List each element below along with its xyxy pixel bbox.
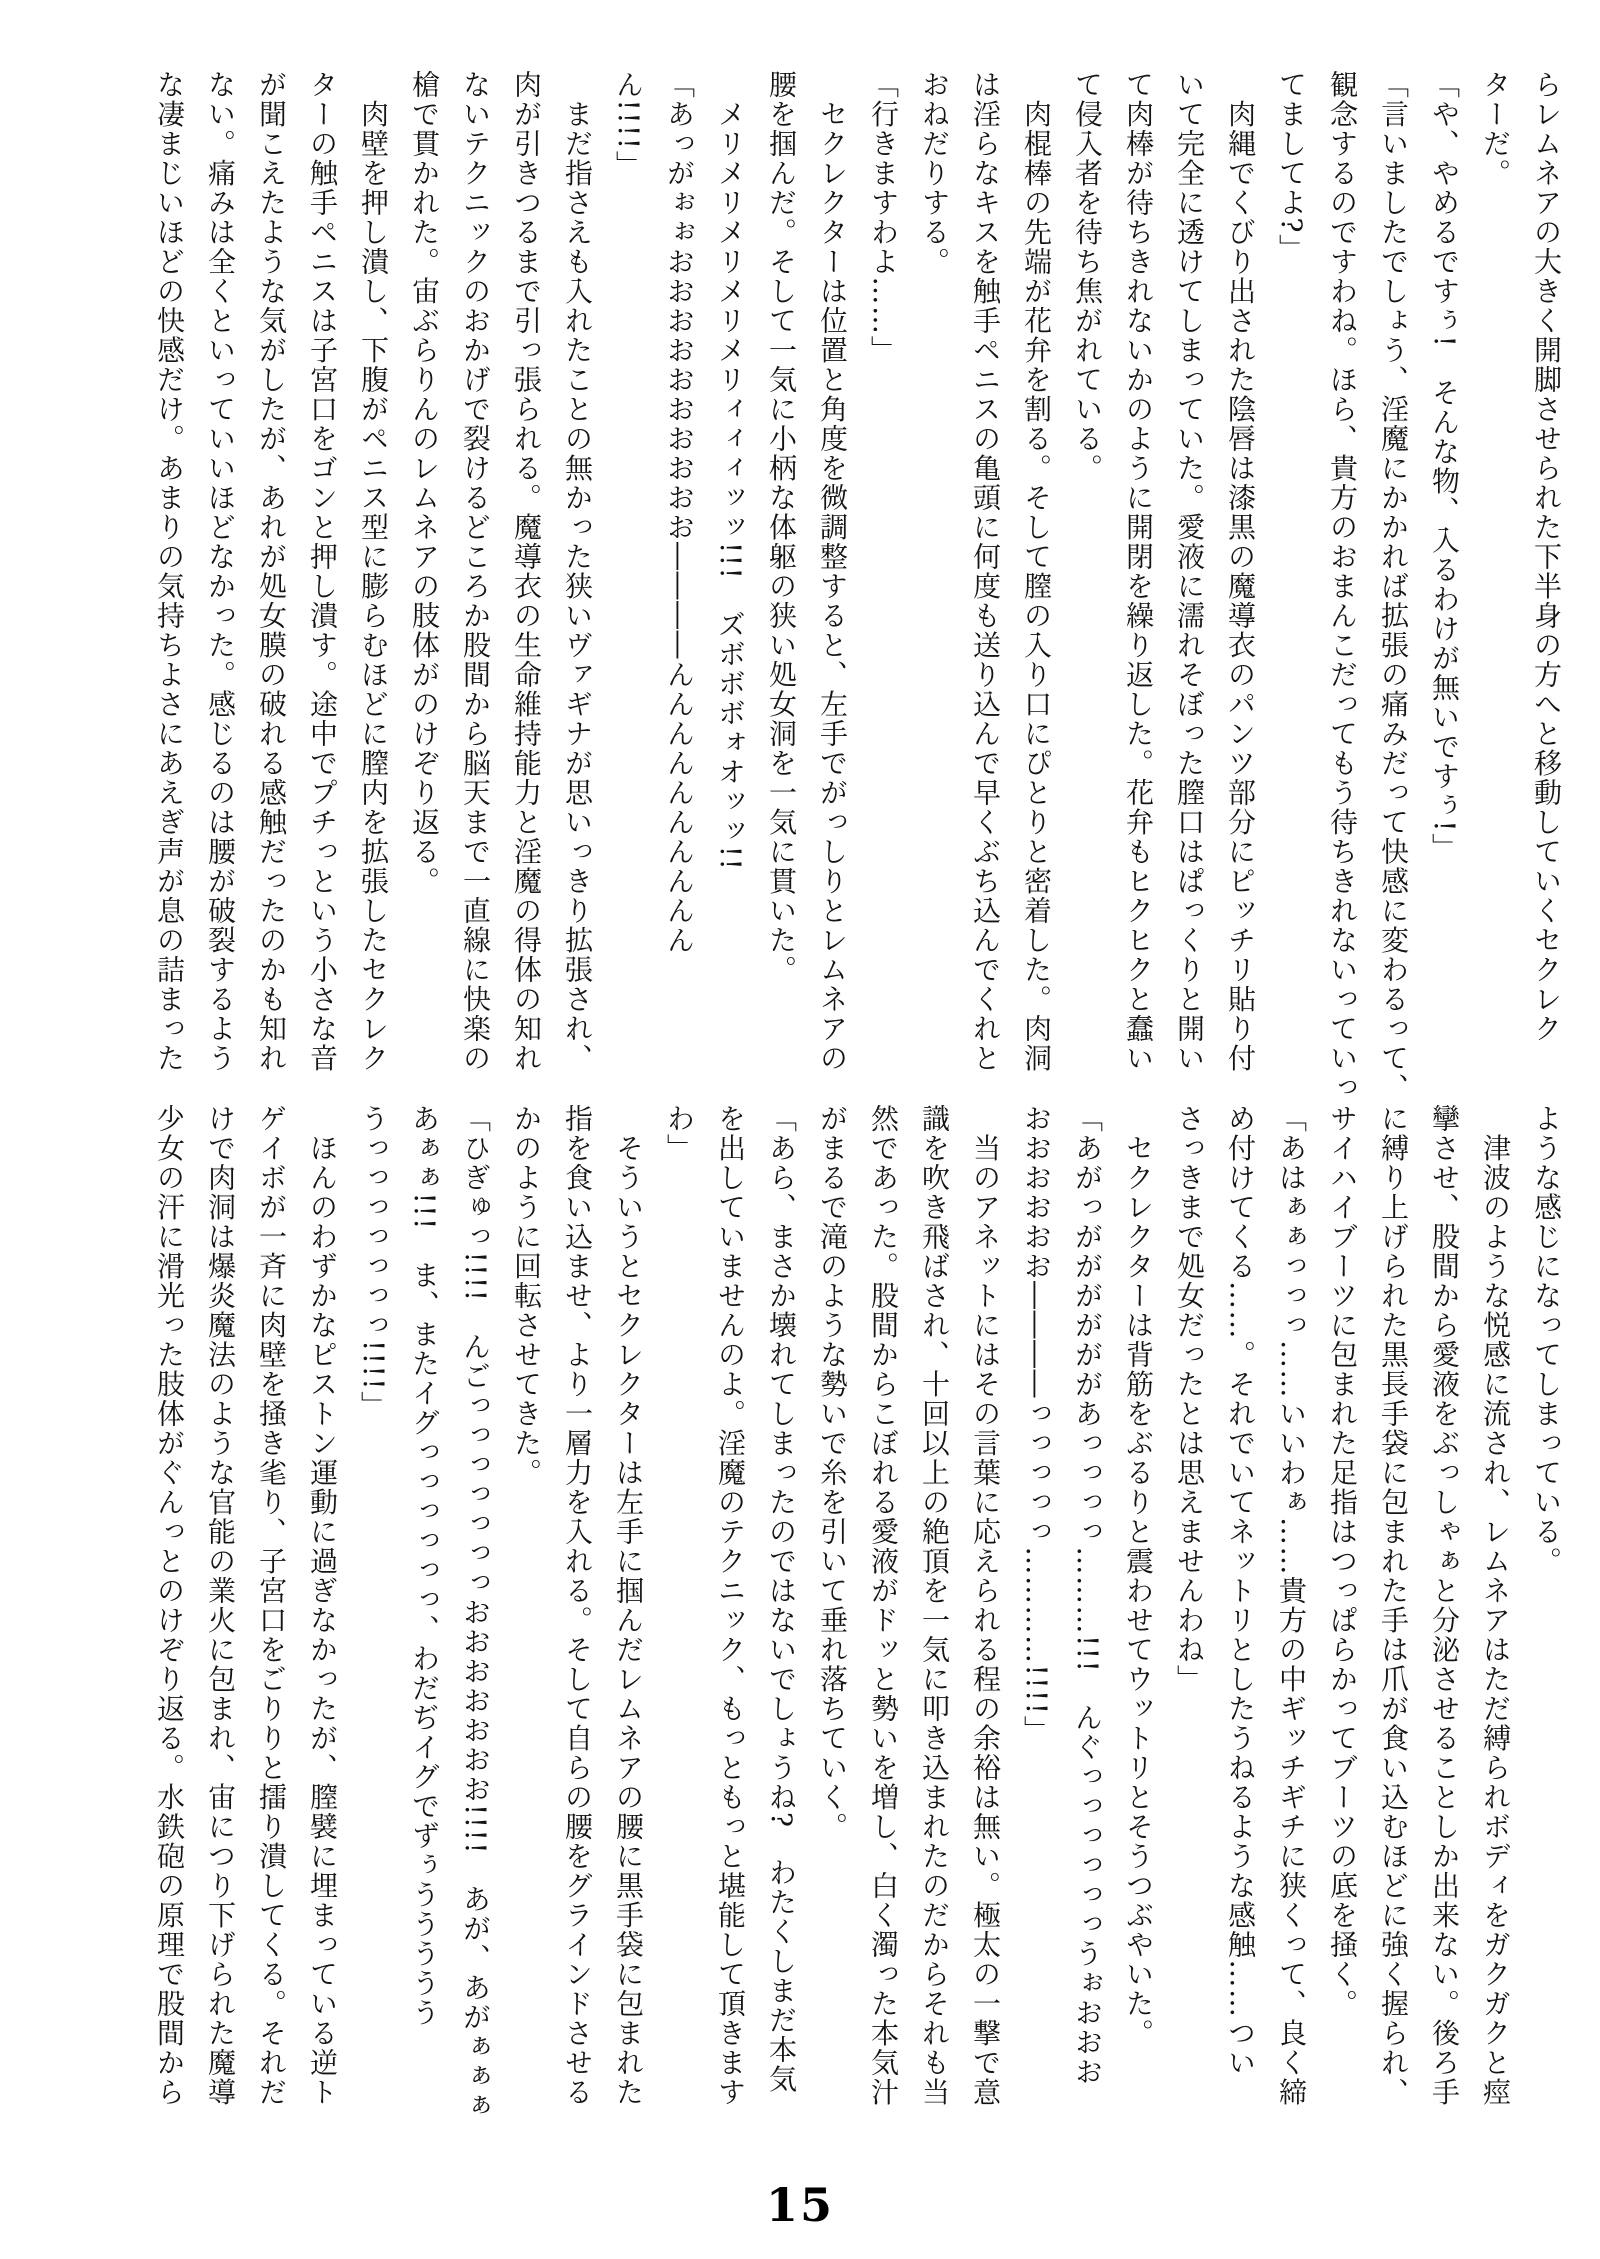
text-column: 肉棍棒の先端が花弁を割る。そして膣の入り口にぴとりと密着した。肉洞 (1020, 70, 1053, 1073)
text-column: 「言いましたでしょう、淫魔にかかれば拡張の痛みだって快感に変わるって、 (1377, 70, 1410, 1103)
text-column: 当のアネットにはその言葉に応えられる程の余裕は無い。極太の一撃で意 (969, 1104, 1002, 2107)
text-column: おおおおおお――――っっっっっ…………!!!!」 (1020, 1104, 1053, 1746)
text-column: らレムネアの大きく開脚させられた下半身の方へと移動していくセクレク (1530, 70, 1563, 1044)
text-column: 津波のような悦感に流され、レムネアはただ縛られボディをガクガクと痙 (1479, 1104, 1512, 2107)
text-column: さっきまで処女だったとは思えませんわね」 (1173, 1104, 1206, 1694)
text-column: ないテクニックのおかげで裂けるどころか股間から脳天まで一直線に快楽の (459, 70, 492, 1073)
text-column: うっっっっっっっ!!!!」 (357, 1104, 390, 1421)
text-column: メリメリメリメリメリィィィッッ!!! ズボボボォオッッ!! (714, 70, 747, 872)
text-column: に縛り上げられた黒長手袋に包まれた手は爪が食い込むほどに強く握られ、 (1377, 1104, 1410, 2107)
text-column: てましてよ?」 (1275, 70, 1308, 264)
text-column: 肉縄でくびり出された陰唇は漆黒の魔導衣のパンツ部分にピッチリ貼り付 (1224, 70, 1257, 1073)
text-column: 識を吹き飛ばされ、十回以上の絶頂を一気に叩き込まれたのだからそれも当 (918, 1104, 951, 2107)
text-column: おねだりする。 (918, 70, 951, 277)
text-column: セクレクターは位置と角度を微調整すると、左手でがっしりとレムネアの (816, 70, 849, 1073)
text-column: ほんのわずかなピストン運動に過ぎなかったが、膣襞に埋まっている逆ト (306, 1104, 339, 2107)
text-column: 観念するのですわね。ほら、貴方のおまんこだってもう待ちきれないっていっ (1326, 70, 1359, 1103)
text-column: は淫らなキスを触手ペニスの亀頭に何度も送り込んで早くぶち込んでくれと (969, 70, 1002, 1073)
text-column: 槍で貫かれた。宙ぶらりんのレムネアの肢体がのけぞり返る。 (408, 70, 441, 896)
text-column: あぁぁ!!! ま、またイグっっっっっっ、わだぢイグでずぅううううう (408, 1104, 441, 2028)
text-column: ない。痛みは全くといっていいほどなかった。感じるのは腰が破裂するよう (204, 70, 237, 1073)
text-column: ターだ。 (1479, 70, 1512, 188)
text-column: 肉壁を押し潰し、下腹がペニス型に膨らむほどに膣内を拡張したセクレク (357, 70, 390, 1073)
text-column: 然であった。股間からこぼれる愛液がドッと勢いを増し、白く濁った本気汁 (867, 1104, 900, 2107)
text-column: 「あはぁぁっっっ……いいわぁ……貴方の中ギッチギチに狭くって、良く締 (1275, 1104, 1308, 2107)
text-column: セクレクターは背筋をぶるりと震わせてウットリとそうつぶやいた。 (1122, 1104, 1155, 2048)
text-column: を出していませんのよ。淫魔のテクニック、もっともっと堪能して頂きます (714, 1104, 747, 2107)
text-column: いて完全に透けてしまっていた。愛液に濡れそぼった膣口はぱっくりと開い (1173, 70, 1206, 1073)
text-column: ような感じになってしまっている。 (1530, 1104, 1563, 1576)
text-column: わ」 (663, 1104, 696, 1163)
text-column: かのように回転させてきた。 (510, 1104, 543, 1488)
text-column: て肉棒が待ちきれないかのように開閉を繰り返した。花弁もヒクヒクと蠢い (1122, 70, 1155, 1073)
page-number: 15 (765, 2178, 834, 2232)
text-column: 少女の汗に滑光った肢体がぐんっとのけぞり返る。水鉄砲の原理で股間から (153, 1104, 186, 2107)
text-column: て侵入者を待ち焦がれている。 (1071, 70, 1104, 483)
text-column: ん!!!!」 (612, 70, 645, 181)
text-column: 「あら、まさか壊れてしまったのではないでしょうね? わたくしまだ本気 (765, 1104, 798, 2095)
text-column: がまるで滝のような勢いで糸を引いて垂れ落ちていく。 (816, 1104, 849, 1842)
text-block-bottom (75, 1104, 1572, 2121)
text-column: 「ひぎゅっ!!!! んごっっっっっっっおおおおおおお!!!! あが、あがぁぁぁ (459, 1104, 492, 2121)
text-column: 指を食い込ませ、より一層力を入れる。そして自らの腰をグラインドさせる (561, 1104, 594, 2107)
text-column: そういうとセクレクターは左手に掴んだレムネアの腰に黒手袋に包まれた (612, 1104, 645, 2107)
text-column: 「あっがぉぉおおおおおおおおおお――――んんんんんんんんんん (663, 70, 696, 955)
text-column: 腰を掴んだ。そして一気に小柄な体躯の狭い処女洞を一気に貫いた。 (765, 70, 798, 985)
text-column: な凄まじいほどの快感だけ。あまりの気持ちよさにあえぎ声が息の詰まった (153, 70, 186, 1073)
text-column: ターの触手ペニスは子宮口をゴンと押し潰す。途中でプチっという小さな音 (306, 70, 339, 1073)
text-column: サイハイブーツに包まれた足指はつっぱらかってブーツの底を掻く。 (1326, 1104, 1359, 2019)
text-block-top (75, 70, 1572, 1103)
text-column: 「あがっががががががあっっっっ………!!! んぐっっっっっっうぉおおお (1071, 1104, 1104, 2087)
text-column: けで肉洞は爆炎魔法のような官能の業火に包まれ、宙につり下げられた魔導 (204, 1104, 237, 2107)
text-column: 「行きますわよ……」 (867, 70, 900, 365)
text-column: め付けてくる……。それでいてネットリとしたうねるような感触……つい (1224, 1104, 1257, 2078)
text-column: 肉が引きつるまで引っ張られる。魔導衣の生命維持能力と淫魔の得体の知れ (510, 70, 543, 1073)
text-column: まだ指さえも入れたことの無かった狭いヴァギナが思いっきり拡張され、 (561, 70, 594, 1073)
text-column: 攣させ、股間から愛液をぶっしゃぁと分泌させることしか出来ない。後ろ手 (1428, 1104, 1461, 2107)
text-column: が聞こえたような気がしたが、あれが処女膜の破れる感触だったのかも知れ (255, 70, 288, 1073)
text-column: ゲイボが一斉に肉壁を掻き毟り、子宮口をごりりと擂り潰してくる。それだ (255, 1104, 288, 2107)
text-column: 「や、やめるですぅ! そんな物、入るわけが無いですぅ!」 (1428, 70, 1461, 863)
